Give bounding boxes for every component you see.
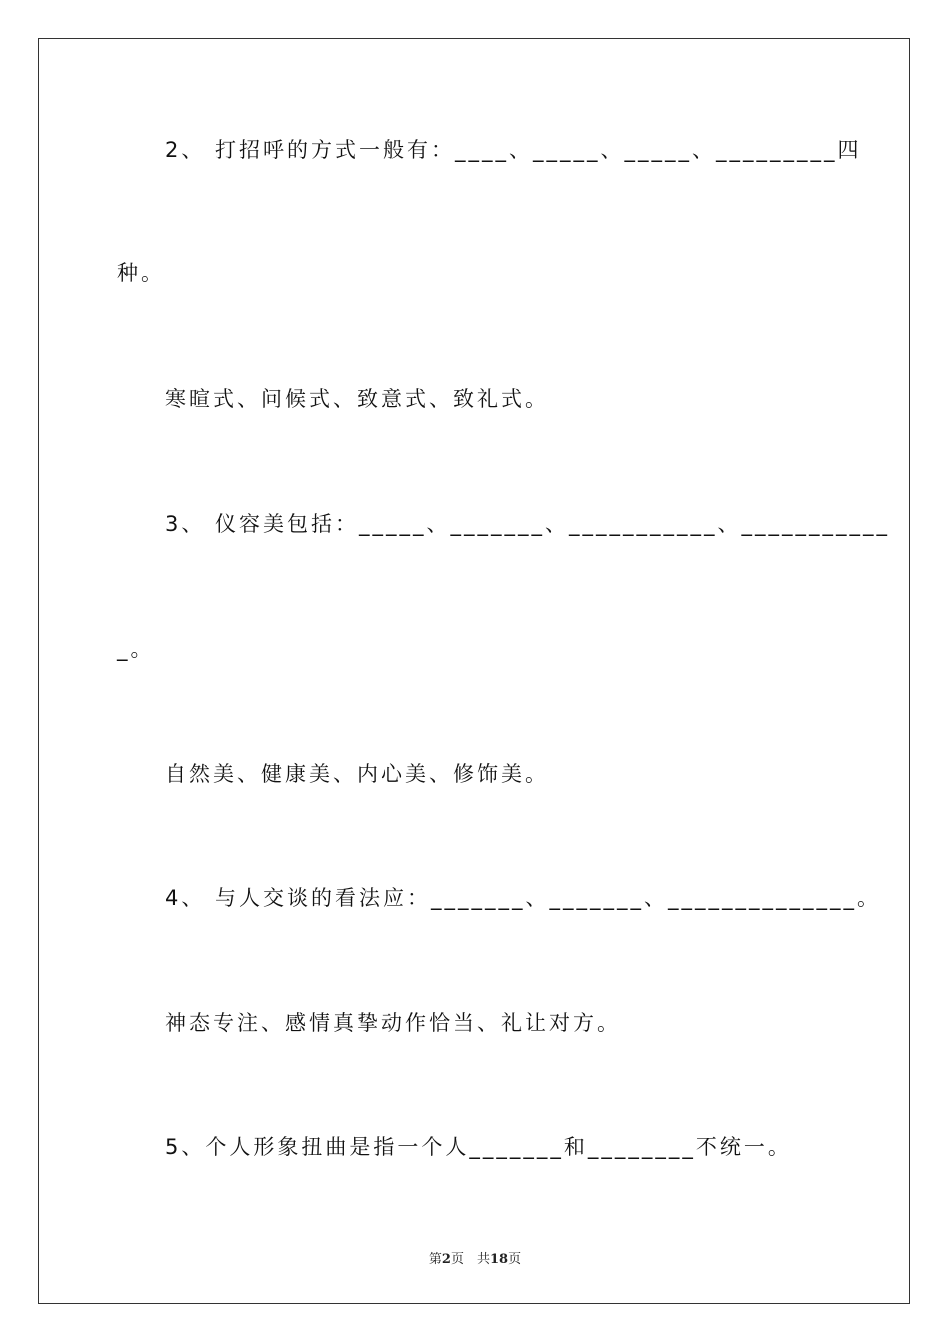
footer-suffix: 页: [508, 1252, 522, 1267]
answer-2: 寒暄式、问候式、致意式、致礼式。: [165, 387, 549, 411]
question-4-line: 4、 与人交谈的看法应：_______、_______、______________。: [165, 886, 882, 910]
answer-4: 神态专注、感情真挚动作恰当、礼让对方。: [165, 1011, 621, 1035]
question-5-line: 5、个人形象扭曲是指一个人_______和________不统一。: [165, 1135, 792, 1159]
footer-prefix: 第: [428, 1252, 442, 1267]
answer-3: 自然美、健康美、内心美、修饰美。: [165, 762, 549, 786]
question-2-line: 2、 打招呼的方式一般有：____、_____、_____、_________四: [165, 138, 862, 162]
footer-middle: 页 共: [450, 1252, 490, 1267]
total-pages-number: 18: [489, 1252, 509, 1267]
page-footer: [0, 1248, 950, 1267]
question-3-continuation: _。: [117, 637, 155, 661]
question-2-continuation: 种。: [117, 261, 165, 285]
current-page-number: 2: [441, 1252, 451, 1267]
question-3-line: 3、 仪容美包括：_____、_______、___________、___________: [165, 512, 891, 536]
page-border: [38, 38, 910, 1304]
